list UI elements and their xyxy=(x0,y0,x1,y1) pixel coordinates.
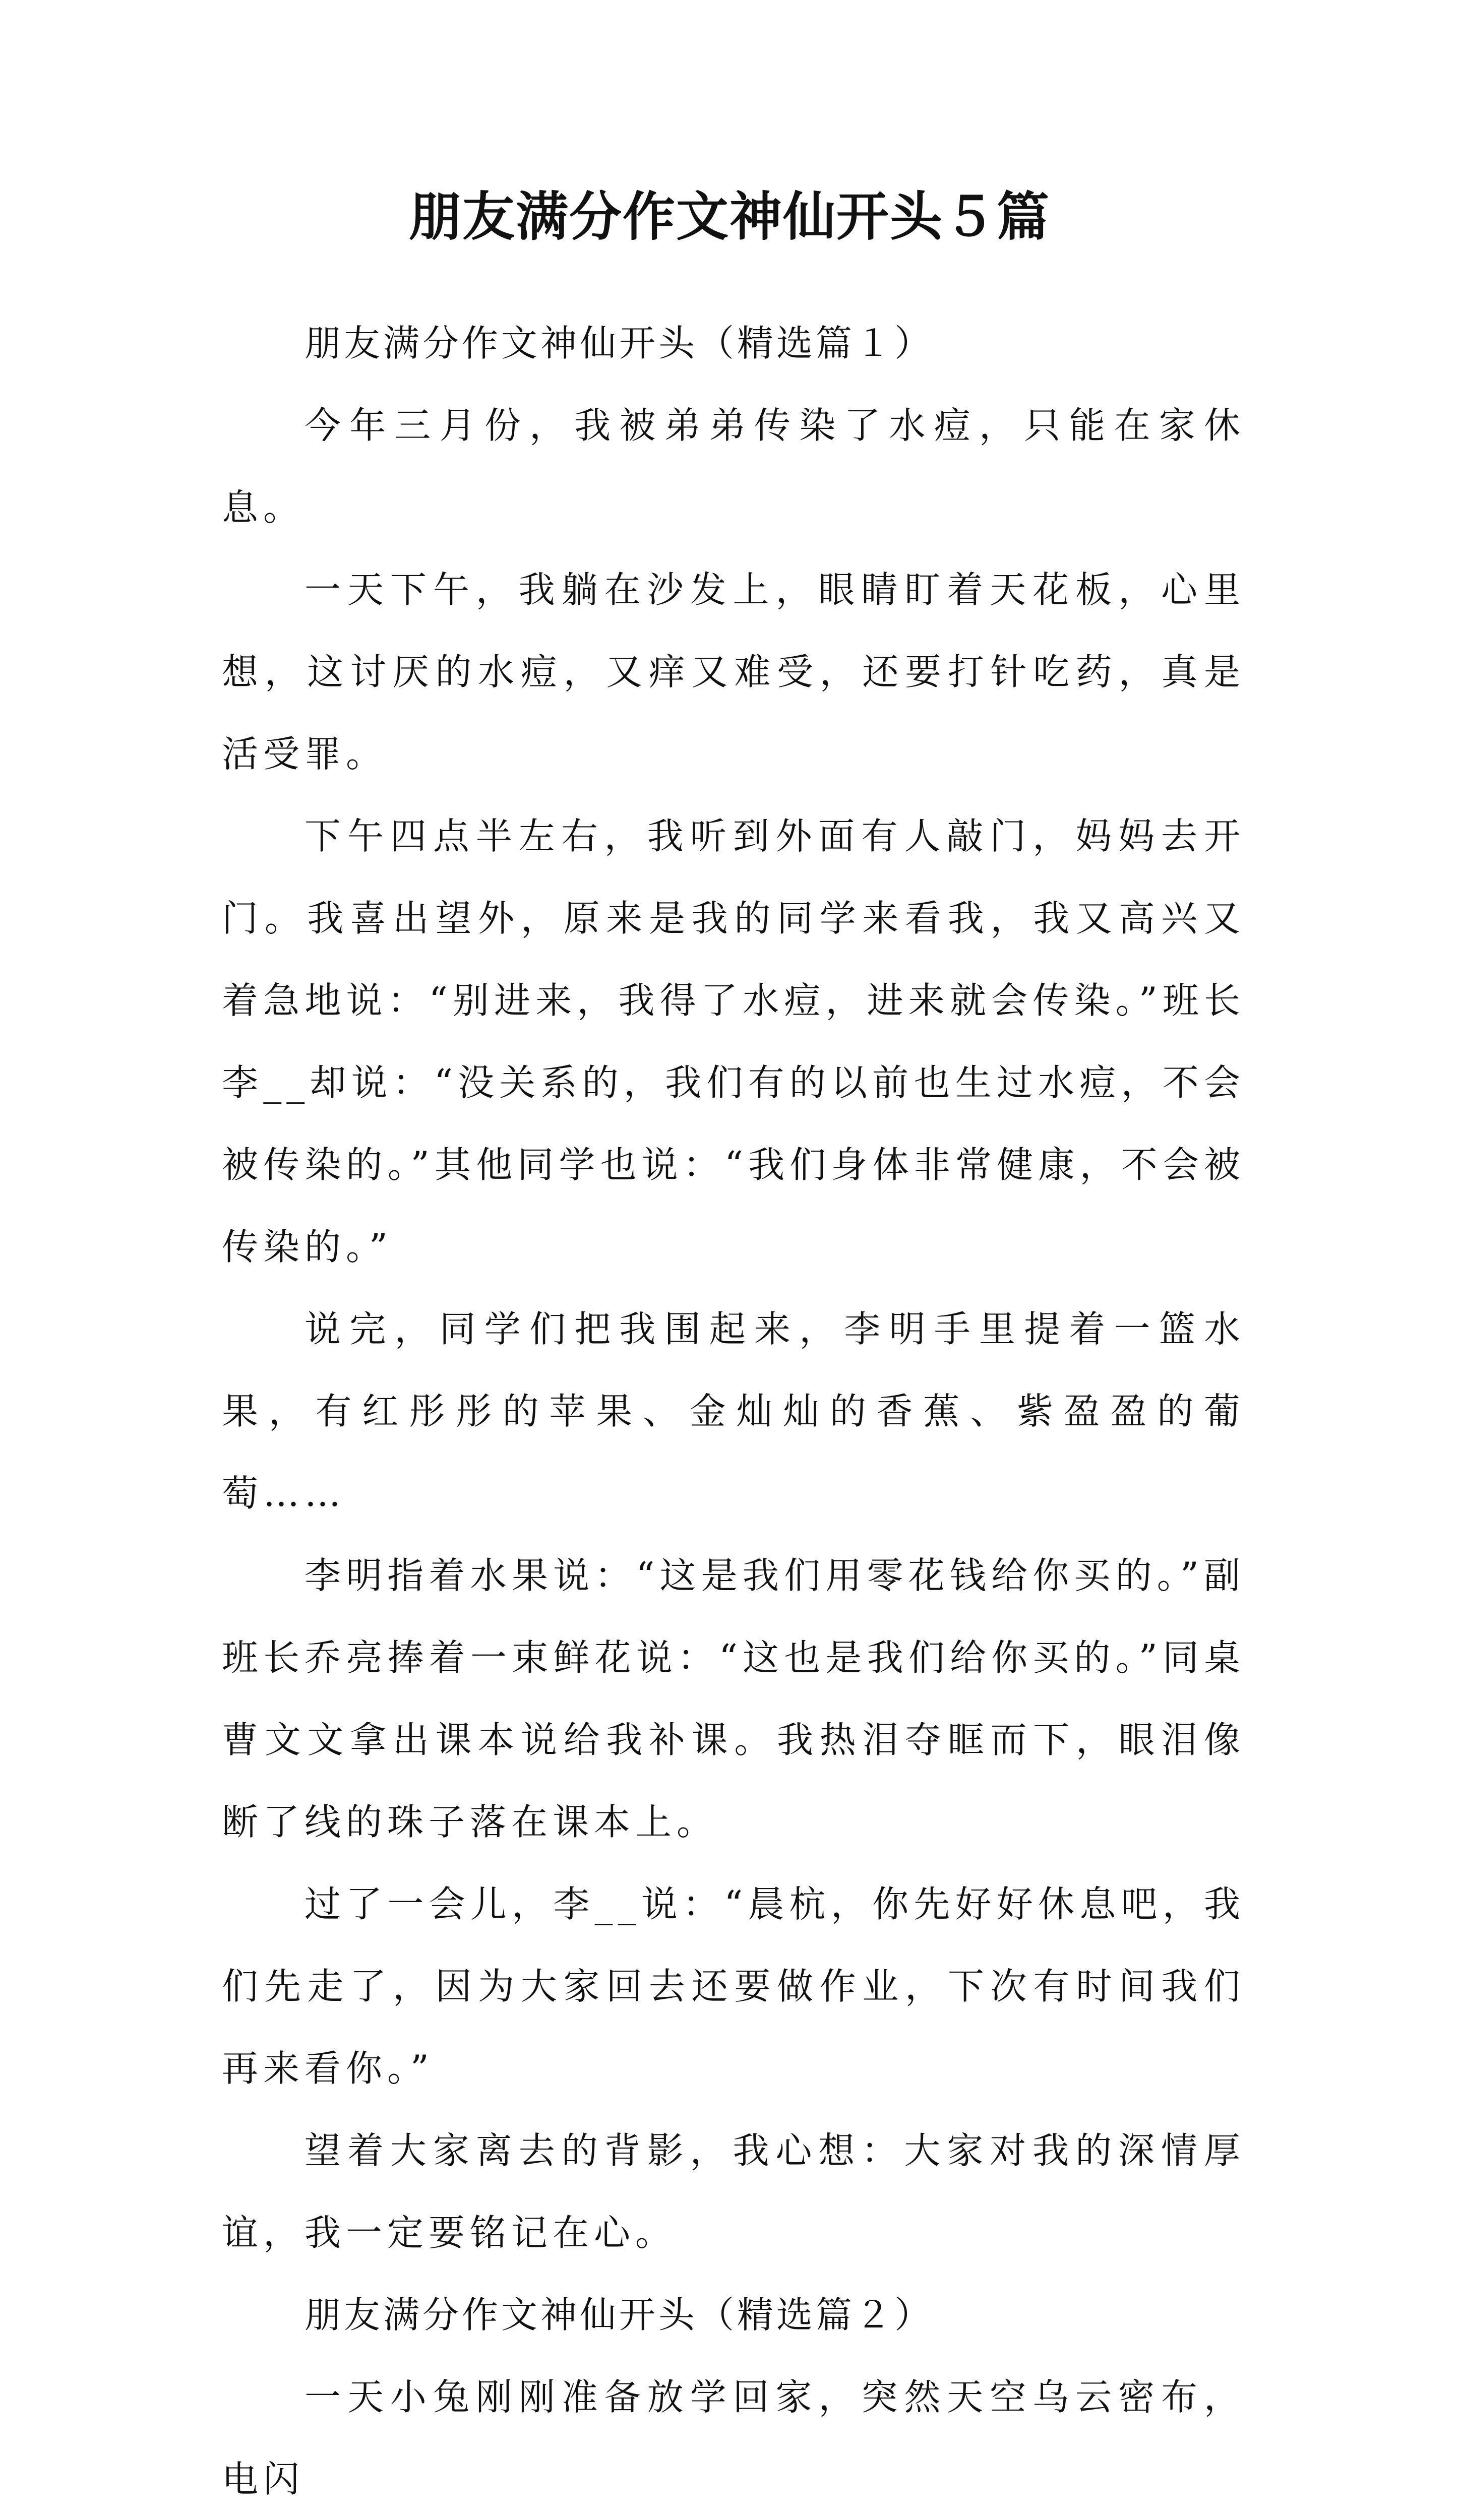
paragraph: 望着大家离去的背影，我心想：大家对我的深情厚谊，我一定要铭记在心。 xyxy=(222,2129,1245,2254)
section-heading: 朋友满分作文神仙开头（精选篇２） xyxy=(305,2294,934,2336)
paragraph: 一天小兔刚刚准备放学回家，突然天空乌云密布，电闪 xyxy=(222,2376,1245,2500)
document-body xyxy=(222,302,1245,2520)
paragraph: 下午四点半左右，我听到外面有人敲门，妈妈去开门。我喜出望外，原来是我的同学来看我，我又高兴又着急地说：“别进来，我得了水痘，进来就会传染。”班长李__却说：“没关系的，我们有的以前也生过水痘，不会被传染的。”其他同学也说：“我们身体非常健康，不会被传染的。” xyxy=(222,815,1245,1268)
paragraph: 李明指着水果说：“这是我们用零花钱给你买的。”副班长乔亮捧着一束鲜花说：“这也是我们给你买的。”同桌曹文文拿出课本说给我补课。我热泪夺眶而下，眼泪像断了线的珠子落在课本上。 xyxy=(222,1554,1245,1843)
document-title: 朋友满分作文神仙开头５篇 xyxy=(408,186,1050,247)
paragraph: 一天下午，我躺在沙发上，眼睛盯着天花板，心里想，这讨厌的水痘，又痒又难受，还要打针吃药，真是活受罪。 xyxy=(222,569,1245,775)
paragraph: 今年三月份，我被弟弟传染了水痘，只能在家休息。 xyxy=(222,404,1245,529)
paragraph: 过了一会儿，李__说：“晨杭，你先好好休息吧，我们先走了，因为大家回去还要做作业，下次有时间我们再来看你。” xyxy=(222,1883,1245,2090)
paragraph: 说完，同学们把我围起来，李明手里提着一篮水果，有红彤彤的苹果、金灿灿的香蕉、紫盈盈的葡萄…… xyxy=(222,1308,1245,1515)
section-heading: 朋友满分作文神仙开头（精选篇１） xyxy=(305,322,934,364)
